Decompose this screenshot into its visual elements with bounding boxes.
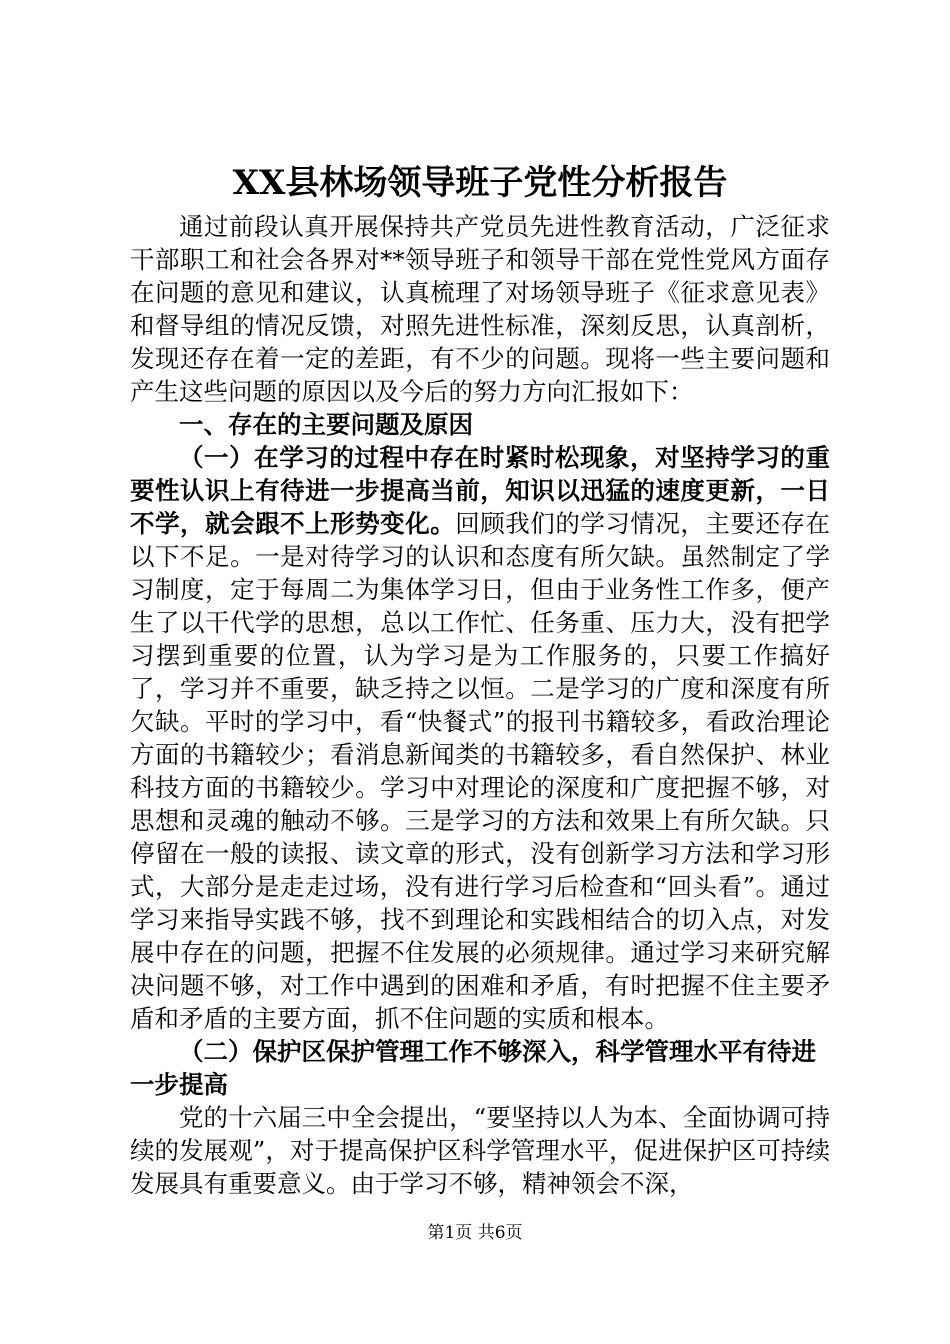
document-page xyxy=(130,160,830,1200)
section-heading-1: 一、存在的主要问题及原因 xyxy=(179,410,473,439)
item-1-paragraph xyxy=(130,441,830,1035)
item-1-body: 回顾我们的学习情况，主要还存在以下不足。一是对待学习的认识和态度有所欠缺。虽然制定了学习制度，定于每周二为集体学习日，但由于业务性工作多，便产生了以干代学的思想，总以工作忙、任务重、压力大，没有把学习摆到重要的位置，认为学习是为工作服务的，只要工作搞好了，学习并不重要，缺乏持之以恒。二是学习的广度和深度有所欠缺。平时的学习中，看“快餐式”的报刊书籍较多，看政治理论方面的书籍较少；看消息新闻类的书籍较多，看自然保护、林业科技方面的书籍较少。学习中对理论的深度和广度把握不够，对思想和灵魂的触动不够。三是学习的方法和效果上有所欠缺。只停留在一般的读报、读文章的形式，没有创新学习方法和学习形式，大部分是走走过场，没有进行学习后检查和“回头看”。通过学习来指导实践不够，找不到理论和实践相结合的切入点，对发展中存在的问题，把握不住发展的必须规律。通过学习来研究解决问题不够，对工作中遇到的困难和矛盾，有时把握不住主要矛盾和矛盾的主要方面，抓不住问题的实质和根本。 xyxy=(130,509,831,1033)
item-2-heading: （二）保护区保护管理工作不够深入，科学管理水平有待进一步提高 xyxy=(130,1037,816,1099)
intro-paragraph: 通过前段认真开展保持共产党员先进性教育活动，广泛征求干部职工和社会各界对**领导班子和领导干部在党性党风方面存在问题的意见和建议，认真梳理了对场领导班子《征求意见表》和督导组的情况反馈，对照先进性标准，深刻反思，认真剖析，发现还存在着一定的差距，有不少的问题。现将一些主要问题和产生这些问题的原因以及今后的努力方向汇报如下： xyxy=(130,212,830,406)
page-number-footer: 第1页 共6页 xyxy=(427,1223,523,1243)
item-1-lead: （一）在学习的过程中存在时紧时松现象，对坚持学习的重要性认识上有待进一步提高当前，知识以迅猛的速度更新，一日不学，就会跟不上形势变化。 xyxy=(130,443,830,538)
item-2-paragraph: 党的十六届三中全会提出，“要坚持以人为本、全面协调可持续的发展观”，对于提高保护区科学管理水平，促进保护区可持续发展具有重要意义。由于学习不够，精神领会不深， xyxy=(130,1103,830,1198)
document-title: XX县林场领导班子党性分析报告 xyxy=(232,163,728,203)
